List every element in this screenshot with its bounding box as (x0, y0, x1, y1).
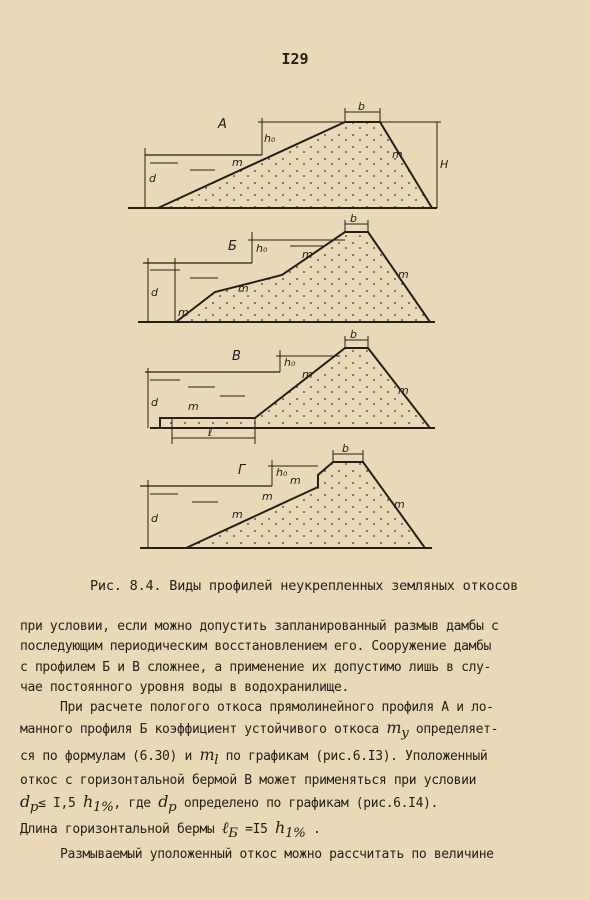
svg-text:m: m (178, 306, 189, 319)
svg-text:d: d (151, 286, 158, 299)
text-line: чае постоянного уровня воды в водохранилище. (20, 679, 349, 695)
svg-text:m: m (398, 268, 409, 281)
svg-text:m: m (238, 282, 249, 295)
svg-text:m: m (290, 474, 301, 487)
svg-text:b: b (358, 100, 365, 113)
panel-label-b: Б (228, 239, 237, 254)
svg-text:m: m (302, 248, 313, 261)
svg-text:b: b (350, 212, 357, 225)
text-line: при условии, если можно допустить запланированный размыв дамбы с (20, 619, 499, 634)
svg-text:m: m (394, 498, 405, 511)
svg-text:d: d (149, 172, 156, 185)
formula-d-p: $d_p$ (20, 791, 39, 815)
profile-g (140, 442, 432, 548)
svg-text:d: d (151, 396, 158, 409)
svg-text:m: m (232, 508, 243, 521)
svg-text:h₀: h₀ (284, 356, 296, 369)
figure-caption: Рис. 8.4. Виды профилей неукрепленных земляных откосов (90, 578, 519, 594)
panel-label-g: Г (238, 463, 246, 478)
dam-a-body (158, 122, 432, 208)
svg-text:b: b (350, 328, 357, 341)
formula-d-p: $d_p$ (158, 791, 177, 815)
svg-text:m: m (262, 490, 273, 503)
profile-b (138, 212, 435, 322)
text-line: манного профиля Б коэффициент устойчивого откоса $m_y$ определяет- (20, 718, 499, 742)
text-line: При расчете пологого откоса прямолинейного профиля А и ло- (60, 700, 494, 716)
text-line: откос с горизонтальной бермой В может применяться при условии (20, 773, 477, 789)
formula-h-1pct: $h_{1\%}$ (82, 791, 114, 815)
text-line: $d_p\le I,5$ $h_{1\%}$, где $d_p$ определено по графикам (рис.6.I4). (20, 791, 439, 815)
svg-text:m: m (392, 148, 403, 161)
svg-text:h₀: h₀ (276, 466, 288, 479)
svg-text:m: m (302, 368, 313, 381)
svg-text:m: m (398, 384, 409, 397)
body-text (20, 617, 565, 865)
text-line: последующим периодическим восстановлением его. Сооружение дамбы (20, 639, 492, 655)
dam-g-body (186, 462, 425, 548)
formula-m-y: $m_y$ (386, 718, 409, 742)
text-line: Размываемый уположенный откос можно рассчитать по величине (60, 846, 494, 862)
svg-text:m: m (232, 156, 243, 169)
text-line: ся по формулам (6.30) и $m_l$ по графикам (рис.6.I3). Уположенный (20, 744, 488, 769)
svg-text:ℓ: ℓ (208, 426, 213, 439)
svg-text:h₀: h₀ (256, 242, 268, 255)
svg-text:m: m (188, 400, 199, 413)
svg-text:H: H (440, 158, 449, 171)
text-line: Длина горизонтальной бермы ℓ$_Б$ =I5 $h_{1\%}$ . (20, 818, 321, 842)
svg-text:h₀: h₀ (264, 132, 276, 145)
panel-label-a: А (218, 117, 227, 132)
text-line: с профилем Б и В сложнее, а применение их допустимо лишь в слу- (20, 659, 492, 675)
panel-label-v: В (232, 349, 241, 364)
profile-v (145, 328, 435, 444)
profile-a (128, 100, 448, 208)
formula-m-l: $m_l$ (199, 744, 219, 769)
formula-h-1pct: $h_{1\%}$ (275, 818, 306, 842)
formula-l-berm: ℓ$_Б$ (221, 818, 238, 842)
page-number: I29 (281, 50, 309, 68)
svg-text:b: b (342, 442, 349, 455)
svg-text:d: d (151, 512, 158, 525)
